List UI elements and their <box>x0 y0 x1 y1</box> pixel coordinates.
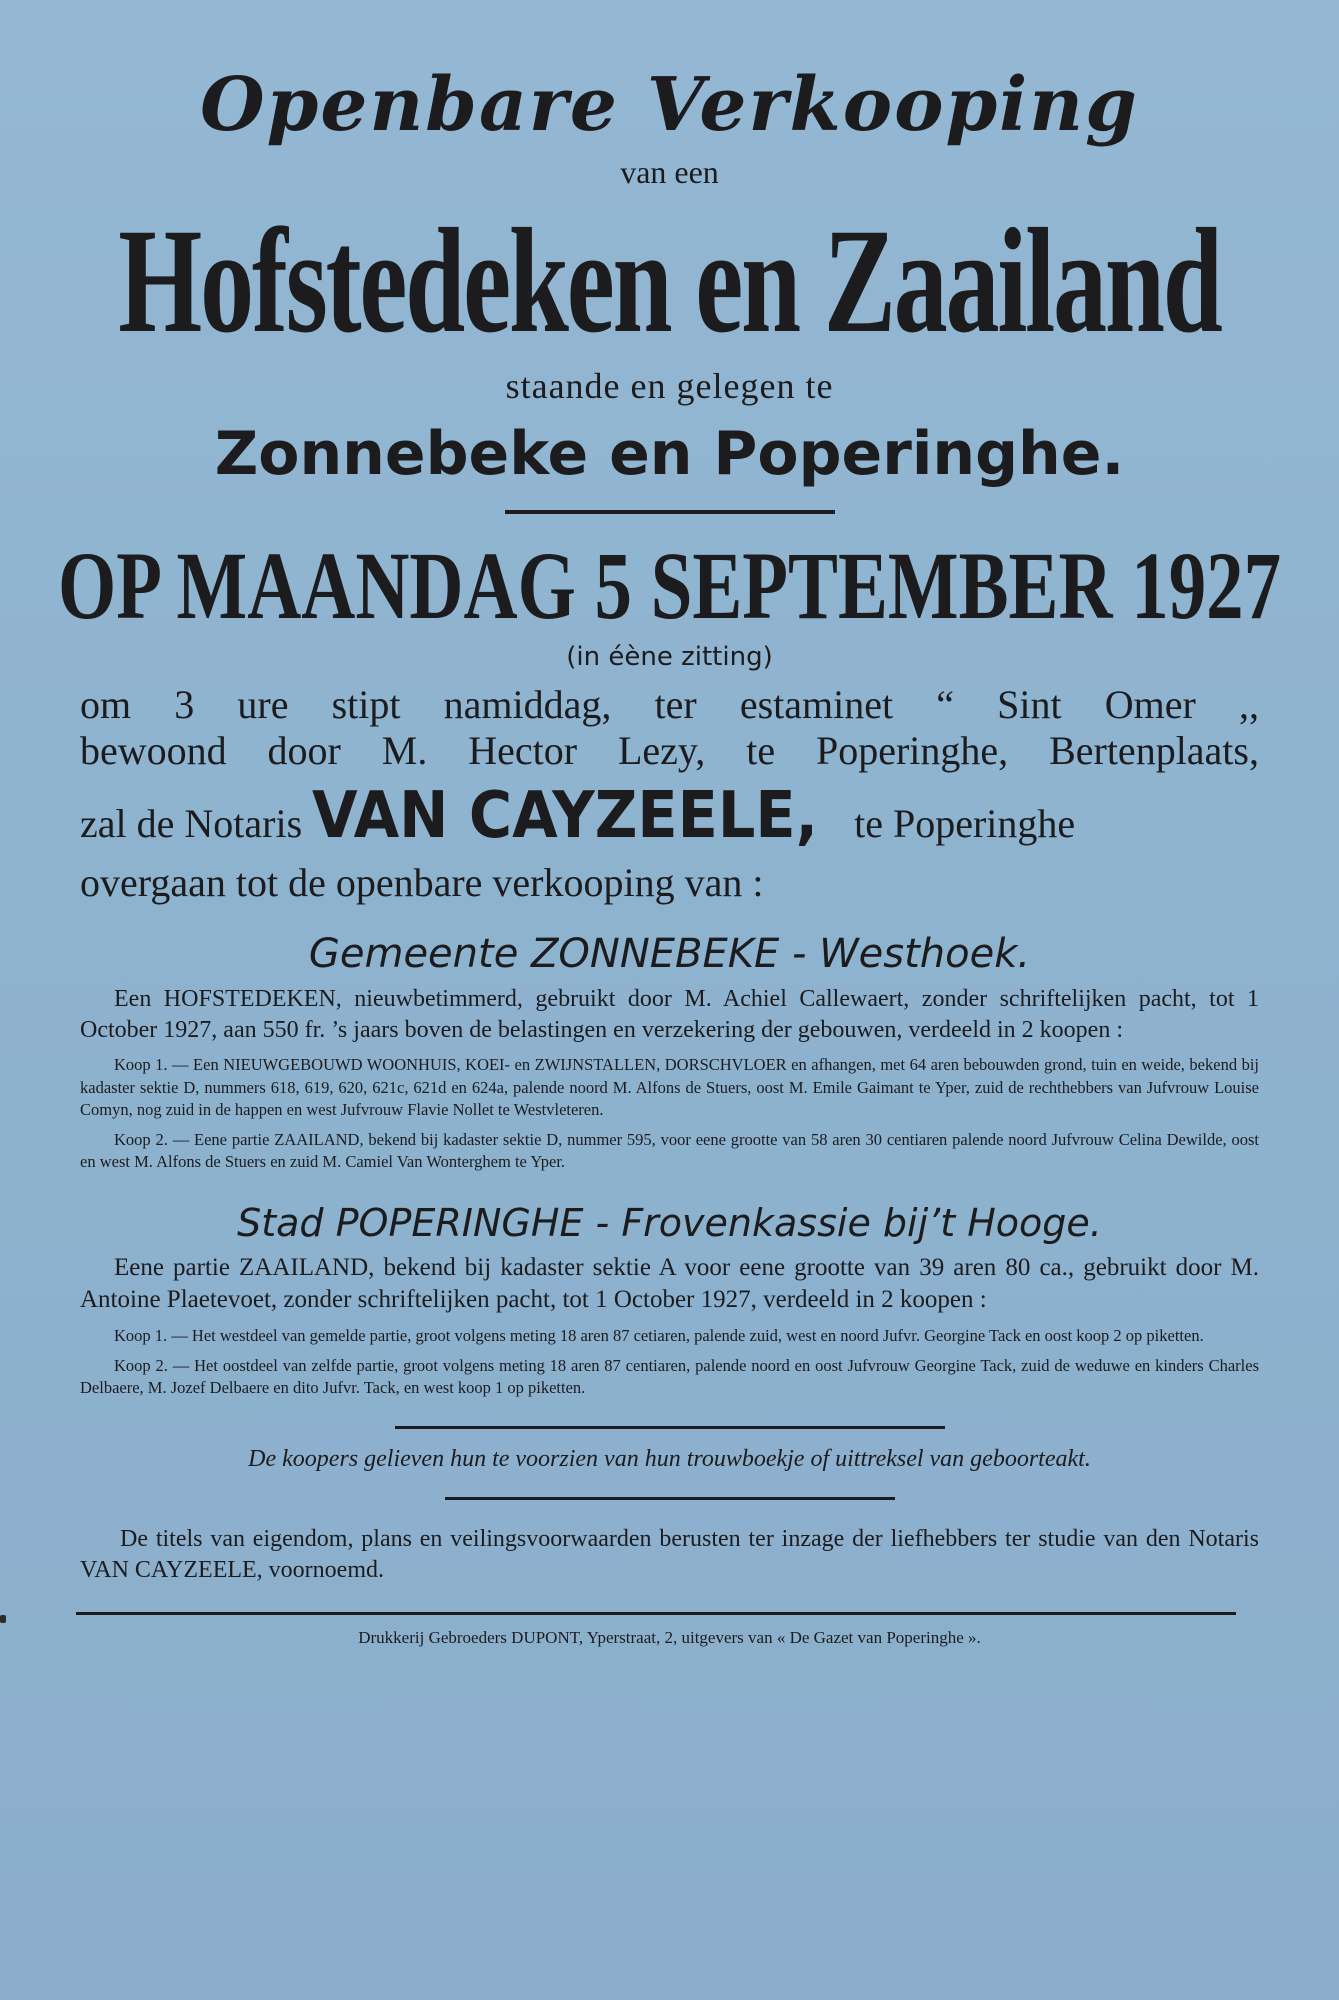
edge-mark <box>0 1615 6 1623</box>
section-zonnebeke-koop2: Koop 2. — Eene partie ZAAILAND, bekend bij kadaster sektie D, nummer 595, voor eene grootte van 58 aren 30 centiaren palende noord Jufvrouw Celina Dewilde, oost en west M. Alfons de Stuers en zuid M. Camiel Van Wonterghem te Yper. <box>80 1130 1259 1172</box>
intro-paragraph-end <box>80 860 1259 906</box>
intro-line: bewoond door M. Hector Lezy, te Poperinghe, Bertenplaats, <box>80 728 1259 773</box>
printer-imprint: Drukkerij Gebroeders DUPONT, Yperstraat, 2, uitgevers van « De Gazet van Poperinghe ». <box>358 1627 981 1647</box>
staande-line: staande en gelegen te <box>505 366 834 406</box>
titels-paragraph: De titels van eigendom, plans en veilingsvoorwaarden berusten ter inzage der liefhebbers ter studie van den Notaris VAN CAYZEELE, voornoemd. <box>80 1525 1259 1583</box>
notaris-post: te Poperinghe <box>854 801 1076 846</box>
notaris-name: VAN CAYZEELE, <box>312 779 819 853</box>
intro-line: overgaan tot de openbare verkooping van : <box>80 860 764 905</box>
notaris-line <box>80 779 1259 853</box>
divider <box>395 1426 945 1429</box>
section-poperinghe-koop2: Koop 2. — Het oostdeel van zelfde partie, groot volgens meting 18 aren 87 centiaren, palende noord en oost Jufvrouw Georgine Tack, zuid de weduwe en kinders Charles Delbaere, M. Jozef Delbaere en dito Jufvr. Tack, en west koop 1 op piketten. <box>80 1355 1259 1398</box>
divider <box>505 510 835 514</box>
place-line: Zonnebeke en Poperinghe. <box>214 419 1125 489</box>
notaris-pre: zal de Notaris <box>80 801 303 846</box>
intro-line: om 3 ure stipt namiddag, ter estaminet “ Sint Omer ,, <box>80 682 1259 727</box>
section-poperinghe-text: Eene partie ZAAILAND, bekend bij kadaster sektie A voor eene grootte van 39 aren 80 ca., gebruikt door M. Antoine Plaetevoet, zonder schriftelijken pacht, tot 1 October 1927, verdeeld in 2 koopen : <box>80 1253 1259 1314</box>
divider <box>445 1497 895 1500</box>
zitting-note: (in éène zitting) <box>566 642 773 672</box>
van-een-line: van een <box>620 154 719 190</box>
poster-title: Openbare Verkooping <box>200 62 1139 148</box>
section-zonnebeke-text: Een HOFSTEDEKEN, nieuwbetimmerd, gebruikt door M. Achiel Callewaert, zonder schriftelijken pacht, tot 1 October 1927, aan 550 fr. ’s jaars boven de belastingen en verzekering der gebouwen, verdeeld in 2 koopen : <box>80 986 1259 1044</box>
section-poperinghe-koop1: Koop 1. — Het westdeel van gemelde partie, groot volgens meting 18 aren 87 cetiaren, palende zuid, west en noord Jufvr. Georgine Tack en oost koop 2 op piketten. <box>114 1325 1204 1345</box>
section-zonnebeke-title: Gemeente ZONNEBEKE - Westhoek. <box>308 931 1031 977</box>
sale-date: OP MAANDAG 5 SEPTEMBER 1927 <box>57 532 1282 639</box>
koopers-note: De koopers gelieven hun te voorzien van hun trouwboekje of uittreksel van geboorteakt. <box>248 1445 1091 1472</box>
section-zonnebeke-koop1: Koop 1. — Een NIEUWGEBOUWD WOONHUIS, KOEI- en ZWIJNSTALLEN, DORSCHVLOER en afhangen, met 64 aren bebouwden grond, tuin en weide, bekend bij kadaster sektie D, nummers 618, 619, 620, 621c, 621d en 624a, palende noord M. Alfons de Stuers, oost M. Emile Gaimant te Yper, zuid de rechthebbers van Jufvrouw Louise Comyn, nog zuid in de happen en west Jufvrouw Flavie Nollet te Westvleteren. <box>80 1055 1259 1119</box>
headline: Hofstedeken en Zaailand <box>118 198 1221 364</box>
intro-paragraph <box>80 682 1259 774</box>
footer-rule <box>76 1612 1236 1615</box>
section-poperinghe-title: Stad POPERINGHE - Frovenkassie bij’t Hooge. <box>237 1200 1102 1245</box>
